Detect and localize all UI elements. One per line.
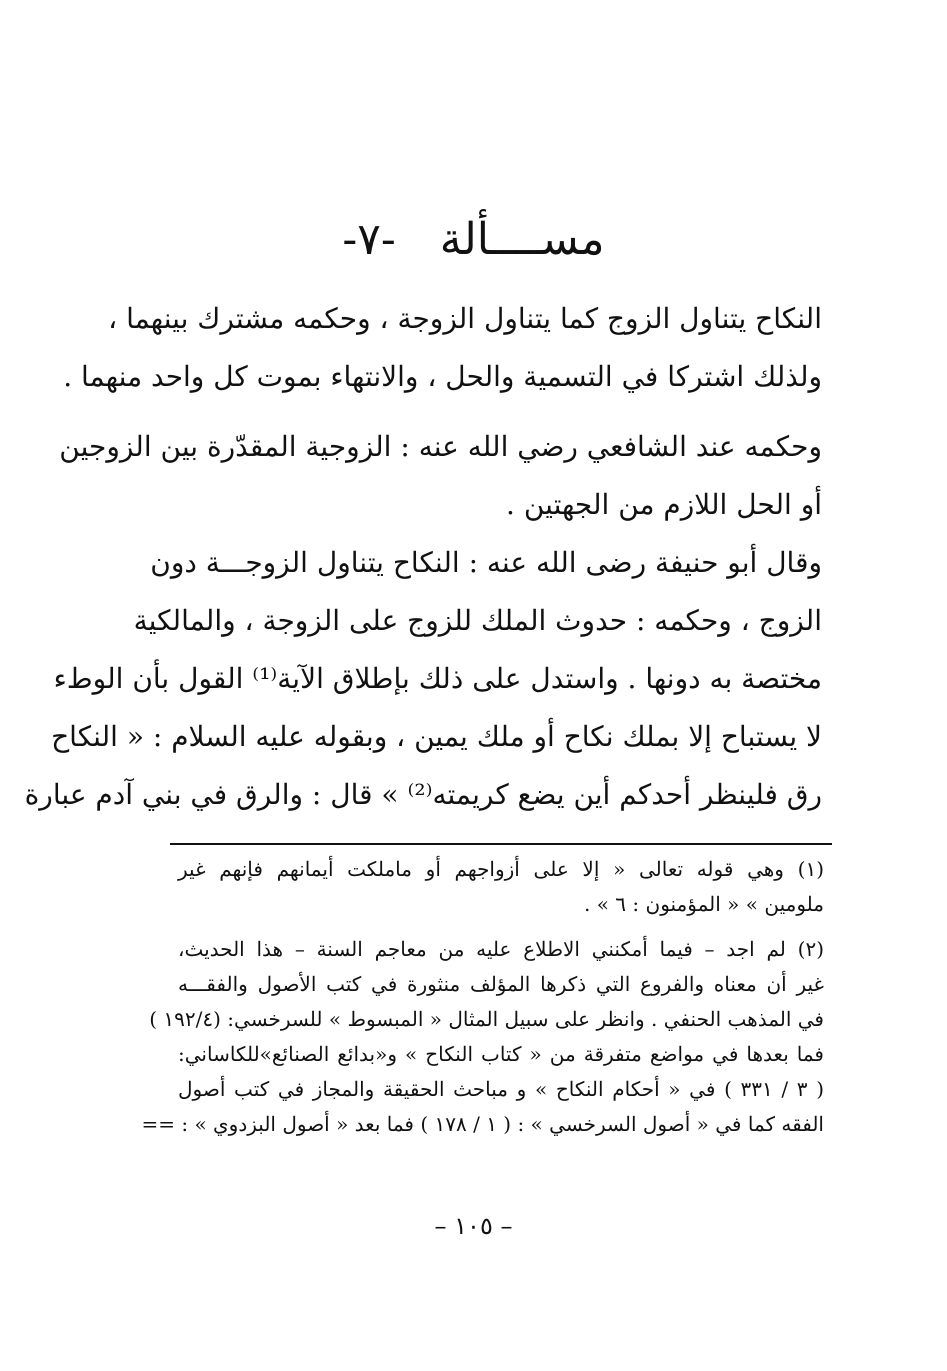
paragraph-line: وحكمه عند الشافعي رضي الله عنه : الزوجية المقدّرة بين الزوجين <box>59 430 822 463</box>
section-heading <box>0 205 947 275</box>
paragraph-line: أو الحل اللازم من الجهتين . <box>506 488 822 521</box>
paragraph-line: مختصة به دونها . واستدل على ذلك بإطلاق الآية⁽¹⁾ القول بأن الوطء <box>53 662 822 695</box>
paragraph-line: ولذلك اشتركا في التسمية والحل ، والانتهاء بموت كل واحد منهما . <box>63 360 822 393</box>
paragraph-2 <box>59 418 822 534</box>
footnote-line: ( ٣ / ٣٣١ ) في « أحكام النكاح » و مباحث الحقيقة والمجاز في كتب أصول <box>178 1077 824 1101</box>
footnotes <box>141 852 824 1152</box>
footnote-line: في المذهب الحنفي . وانظر على سبيل المثال « المبسوط » للسرخسي: (١٩٢/٤ ) <box>149 1007 824 1031</box>
page-number: – ١٠٥ – <box>434 1212 513 1240</box>
paragraph-1 <box>63 290 822 406</box>
paragraph-line: وقال أبو حنيفة رضى الله عنه : النكاح يتناول الزوجـــة دون <box>150 546 822 579</box>
footnote-2 <box>141 932 824 1142</box>
footnote-line: غير أن معناه والفروع التي ذكرها المؤلف منثورة في كتب الأصول والفقـــه <box>178 972 824 996</box>
footnote-line: الفقه كما في « أصول السرخسي » : ( ١ / ١٧٨ ) فما بعد « أصول البزدوي » : == <box>141 1112 824 1136</box>
footnote-line: ملومين » « المؤمنون : ٦ » . <box>583 892 824 916</box>
footnote-line: (١) وهي قوله تعالى « إلا على أزواجهم أو ماملكت أيمانهم فإنهم غير <box>178 857 824 881</box>
paragraph-line: رق فلينظر أحدكم أين يضع كريمته⁽²⁾ » قال : والرق في بني آدم عبارة <box>24 778 822 811</box>
paragraph-line: لا يستباح إلا بملك نكاح أو ملك يمين ، وبقوله عليه السلام : « النكاح <box>51 720 822 753</box>
heading-number: -٧- <box>342 214 396 265</box>
footnote-1 <box>178 852 824 922</box>
footnote-divider <box>170 843 832 845</box>
paragraph-line: الزوج ، وحكمه : حدوث الملك للزوج على الزوجة ، والمالكية <box>133 604 822 637</box>
footnote-line: فما بعدها في مواضع متفرقة من « كتاب النكاح » و«بدائع الصنائع»للكاساني: <box>178 1042 824 1066</box>
paragraph-3 <box>24 534 822 824</box>
heading-title: مســــألة <box>439 214 605 265</box>
paragraph-line: النكاح يتناول الزوج كما يتناول الزوجة ، وحكمه مشترك بينهما ، <box>108 302 822 335</box>
footnote-line: (٢) لم اجد – فيما أمكنني الاطلاع عليه من معاجم السنة – هذا الحديث، <box>178 937 824 961</box>
